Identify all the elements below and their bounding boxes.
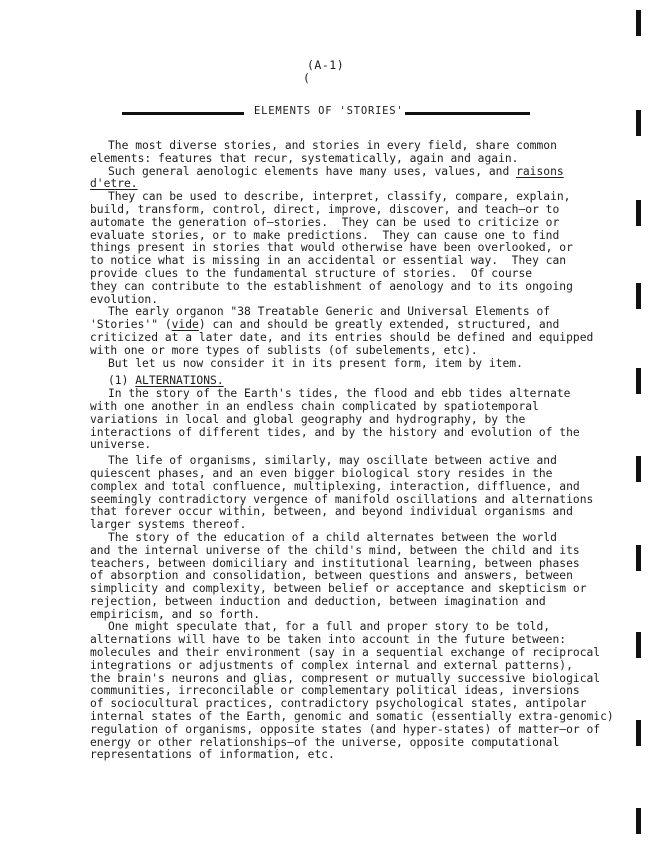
- text-line: of sociocultural practices, contradictory psychological states, antipolar: [90, 697, 587, 711]
- text-line: that forever occur within, between, and beyond individual organisms and: [90, 505, 573, 519]
- text-line: they can contribute to the establishment of aenology and to its ongoing: [90, 279, 573, 293]
- underlined-term: vide: [171, 318, 199, 332]
- text-span: Such general aenologic elements have many uses, values, and: [108, 164, 517, 178]
- underlined-term: d'etre.: [90, 177, 138, 191]
- text-line: They can be used to describe, interpret, classify, compare, explain,: [108, 190, 571, 204]
- text-span: 'Stories'" (: [90, 318, 172, 332]
- text-line: the brain's neurons and glias, compresent or mutually successive biological: [90, 671, 601, 685]
- text-line: The most diverse stories, and stories in every field, share common: [108, 139, 557, 152]
- scan-margin-mark: [636, 720, 641, 746]
- text-line: things present in stories that would otherwise have been overlooked, or: [90, 241, 573, 255]
- scan-margin-mark: [636, 10, 641, 36]
- text-line: of absorption and consolidation, between questions and answers, between: [90, 569, 573, 583]
- text-line: elements: features that recur, systematically, again and again.: [90, 151, 519, 165]
- text-span: ) can and should be greatly extended, structured, and: [198, 318, 560, 332]
- scan-margin-mark: [636, 283, 641, 309]
- text-line: build, transform, control, direct, improve, discover, and teach—or to: [90, 202, 560, 216]
- text-line: integrations or adjustments of complex internal and external patterns),: [90, 658, 573, 672]
- page-number-paren: (: [303, 71, 310, 85]
- text-line: The life of organisms, similarly, may oscillate between active and: [108, 454, 557, 468]
- organisms-paragraph: [90, 455, 610, 532]
- text-line: rejection, between induction and deduction, between imagination and: [90, 594, 546, 608]
- scan-margin-mark: [636, 368, 641, 394]
- text-line: with one another in an endless chain complicated by spatiotemporal: [90, 399, 539, 413]
- text-line: provide clues to the fundamental structure of stories. Of course: [90, 266, 533, 280]
- section-title: ALTERNATIONS.: [135, 374, 224, 388]
- text-line: representations of information, etc.: [90, 748, 335, 762]
- text-line: criticized at a later date, and its entries should be defined and equipped: [90, 330, 594, 344]
- uses-paragraph: [90, 191, 610, 306]
- page-number: (A-1): [307, 58, 345, 72]
- text-line: teachers, between domiciliary and institutional learning, between phases: [90, 556, 580, 570]
- scan-margin-mark: [636, 632, 641, 658]
- text-line: simplicity and complexity, between belief or acceptance and skepticism or: [90, 582, 587, 596]
- text-line: But let us now consider it in its present form, item by item.: [108, 356, 523, 370]
- text-line: quiescent phases, and an even bigger biological story resides in the: [90, 466, 553, 480]
- text-line: evolution.: [90, 292, 159, 306]
- underlined-term: raisons: [516, 164, 564, 178]
- text-line: with one or more types of sublists (of subelements, etc).: [90, 343, 478, 357]
- text-line: The early organon "38 Treatable Generic and Universal Elements of: [108, 305, 551, 319]
- scan-margin-mark: [636, 808, 641, 834]
- text-line: In the story of the Earth's tides, the flood and ebb tides alternate: [108, 387, 571, 401]
- text-line: complex and total confluence, multiplexing, interaction, diffluence, and: [90, 479, 580, 493]
- text-line: The story of the education of a child alternates between the world: [108, 530, 557, 544]
- scan-margin-mark: [636, 545, 641, 571]
- text-line: empiricism, and so forth.: [90, 607, 261, 621]
- scan-margin-mark: [636, 200, 641, 226]
- text-line: [90, 166, 610, 179]
- text-line: evaluate stories, or to make predictions. They can cause one to find: [90, 228, 560, 242]
- text-line: energy or other relationships—of the universe, opposite computational: [90, 735, 560, 749]
- education-paragraph: [90, 532, 610, 622]
- text-line: universe.: [90, 438, 152, 452]
- text-line: seemingly contradictory vergence of manifold oscillations and alternations: [90, 492, 594, 506]
- text-line: molecules and their environment (say in a sequential exchange of reciprocal: [90, 646, 601, 660]
- organon-paragraph: [90, 306, 610, 370]
- text-line: internal states of the Earth, genomic and somatic (essentially extra-genomic): [90, 710, 614, 724]
- scan-margin-mark: [636, 110, 641, 136]
- text-line: alternations will have to be taken into account in the future between:: [90, 633, 567, 647]
- intro-paragraph: [90, 140, 610, 191]
- title-rule-right: [405, 112, 530, 115]
- title-rule-left: [122, 112, 244, 115]
- document-title: ELEMENTS OF 'STORIES': [254, 105, 404, 117]
- text-line: larger systems thereof.: [90, 518, 247, 532]
- section-number: (1): [108, 374, 136, 388]
- text-line: automate the generation of—stories. They can be used to criticize or: [90, 215, 560, 229]
- text-line: and the internal universe of the child's mind, between the child and its: [90, 543, 580, 557]
- text-line: interactions of different tides, and by the history and evolution of the: [90, 425, 580, 439]
- text-line: One might speculate that, for a full and proper story to be told,: [108, 620, 551, 634]
- speculation-paragraph: [90, 620, 614, 762]
- text-line: regulation of organisms, opposite states (and hyper-states) of matter—or of: [90, 722, 601, 736]
- scan-margin-mark: [636, 456, 641, 482]
- body-text: [90, 139, 614, 762]
- text-line: variations in local and global geography and hydrography, by the: [90, 412, 526, 426]
- text-line: communities, irreconcilable or complementary political ideas, inversions: [90, 684, 580, 698]
- text-line: to notice what is missing in an accidental or essential way. They can: [90, 254, 567, 268]
- tides-paragraph: [90, 388, 610, 452]
